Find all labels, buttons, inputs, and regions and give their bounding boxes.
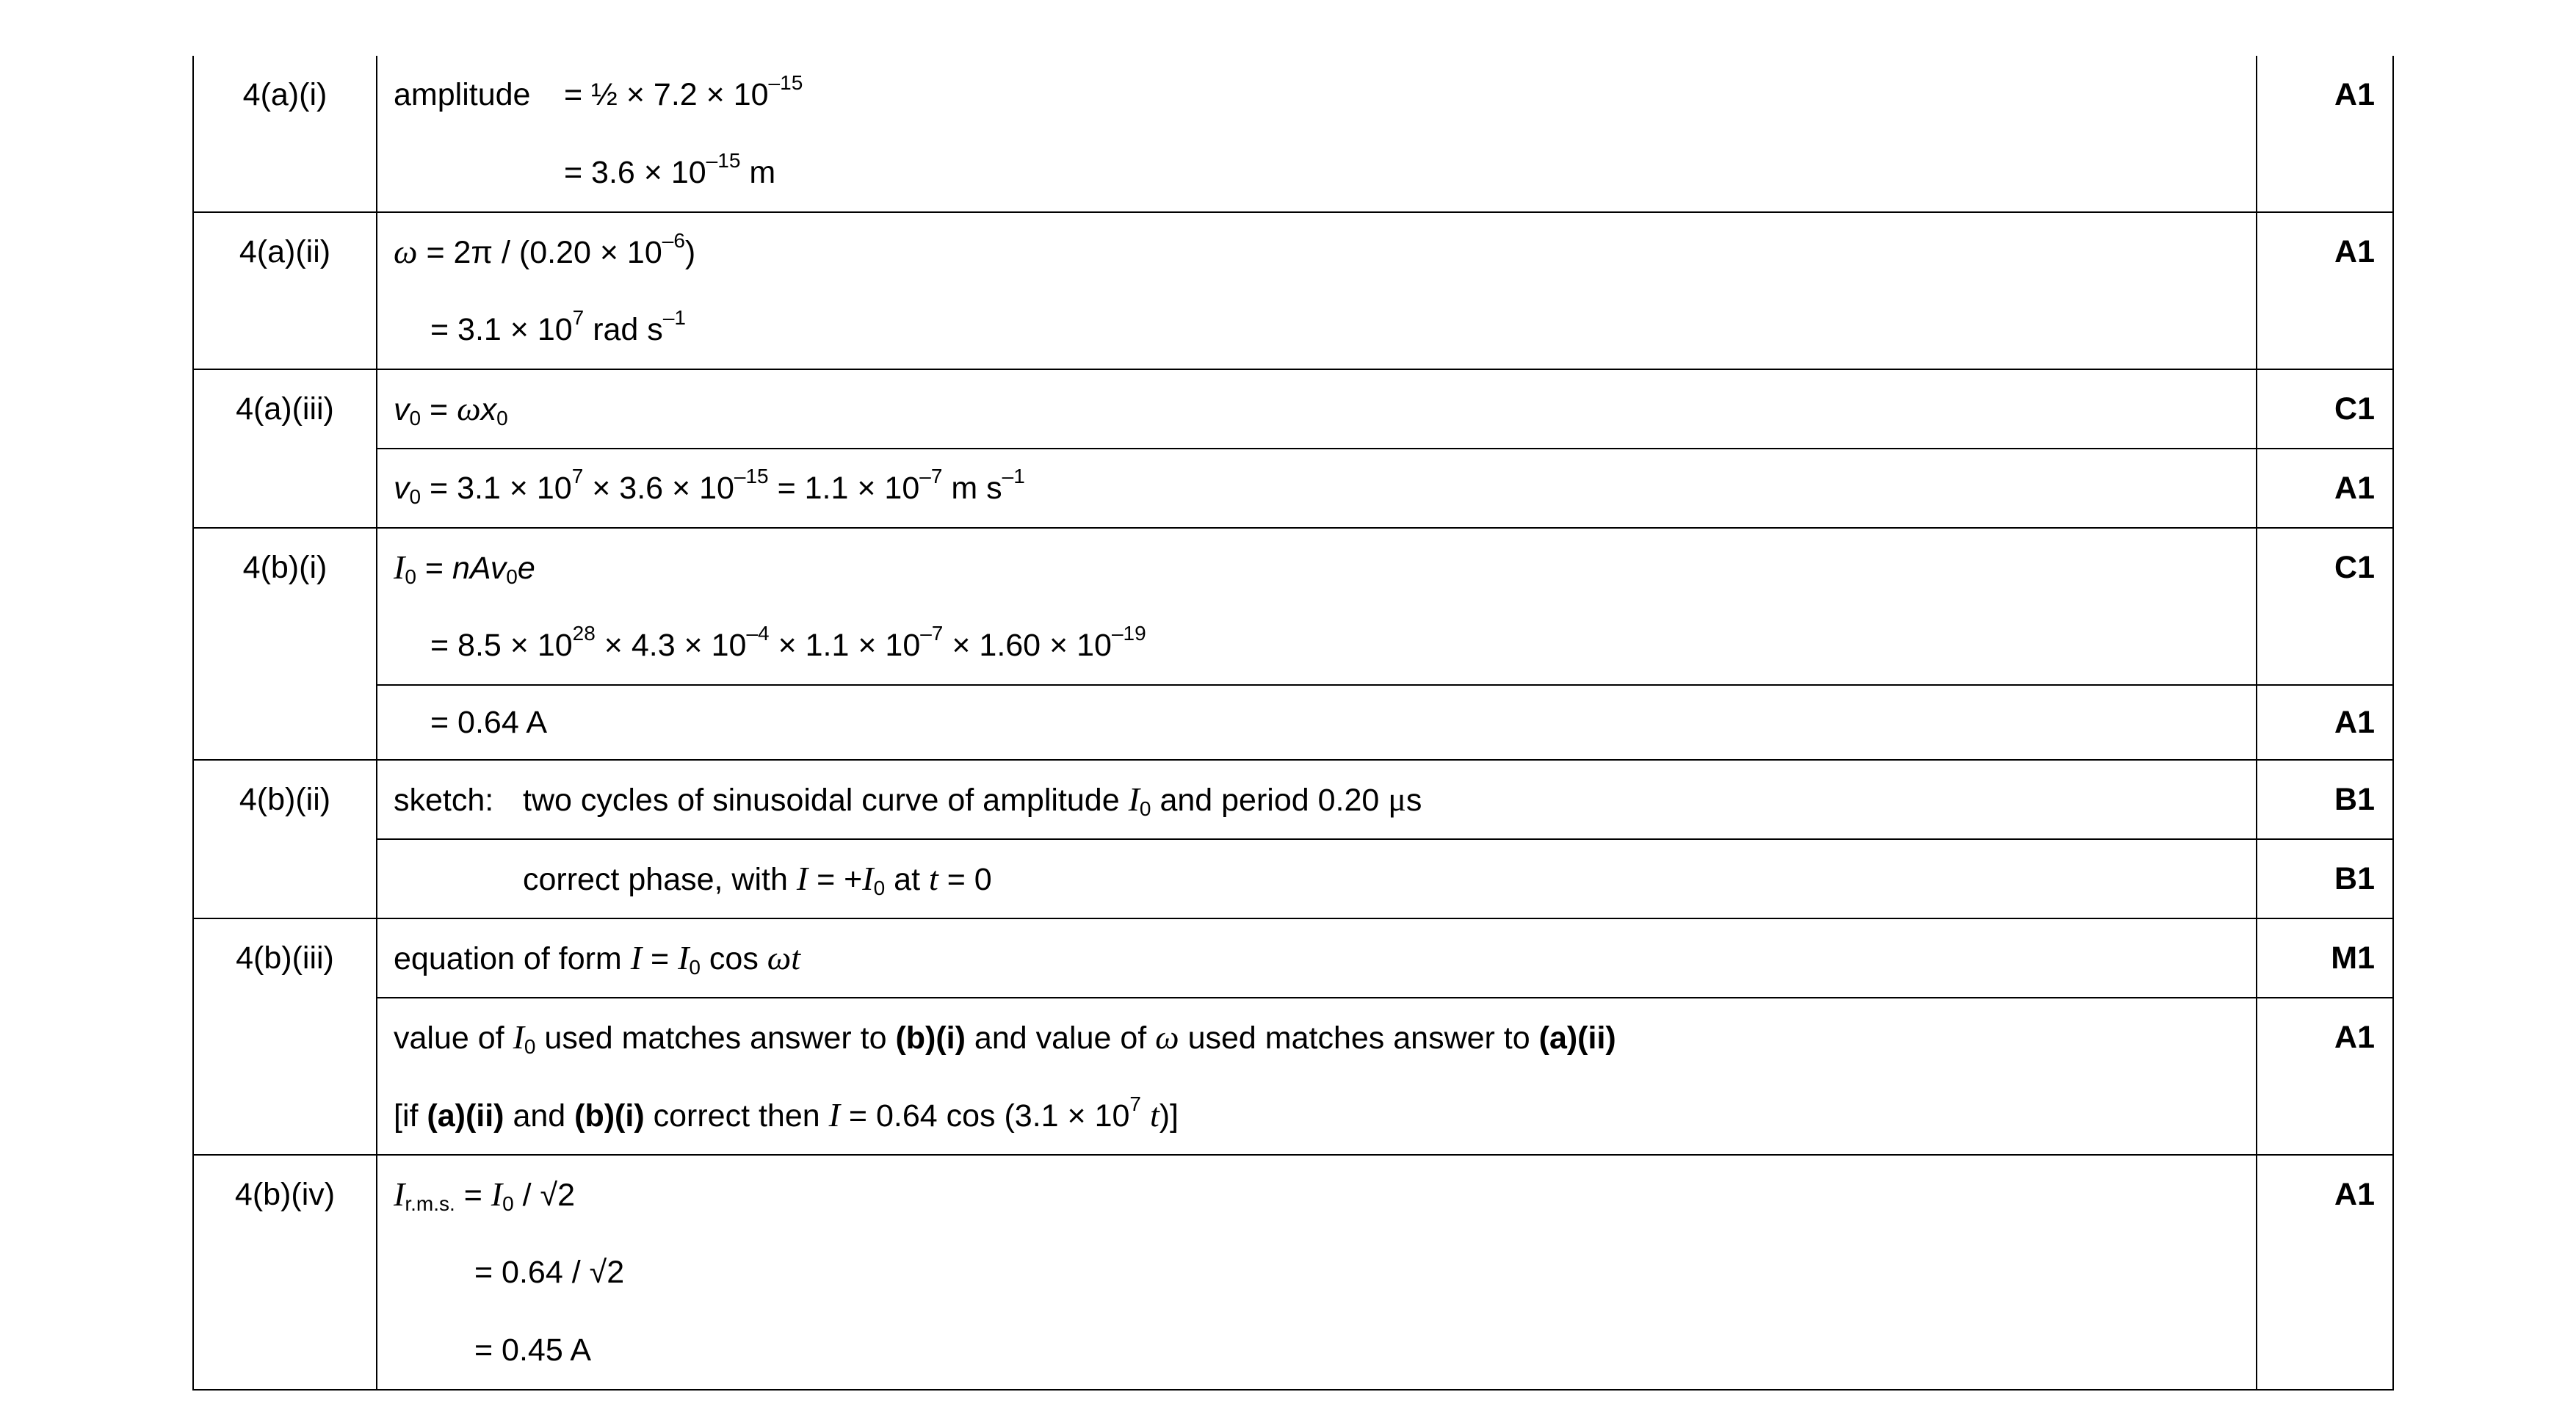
- question-number: 4(b)(i): [193, 528, 377, 760]
- answer-cell: $\omega = 2\pi / (0.20 \times 10^{-6})$ = $3.1 \times 10^7$ rad $s^{-1}$: [377, 212, 2257, 369]
- table-row: [193, 449, 2393, 528]
- answer-cell: correct phase, with $I = +I_0$ at t = 0: [377, 839, 2257, 918]
- question-number: 4(a)(iii): [193, 369, 377, 528]
- question-number: 4(b)(iv): [193, 1155, 377, 1390]
- table-row: [193, 528, 2393, 685]
- table-row: [193, 918, 2393, 998]
- mark-cell: A1: [2257, 685, 2393, 760]
- answer-cell: value of $I_0$ used matches answer to (b)(i) and value of ω used matches answer to (a)(ii) [if (a)(ii) and (b)(i) correct then I = 0.64 $\cos (3.1 \times 10^7$ t)]: [377, 998, 2257, 1155]
- mark-scheme-table: [192, 56, 2394, 1391]
- answer-cell: equation of form $I = I_0$ cos ωt: [377, 918, 2257, 998]
- mark-cell: B1: [2257, 760, 2393, 839]
- answer-cell: $I_0 = nAv_0e$ = $8.5 \times 10^{28} \times 4.3 \times 10^{-4} \times 1.1 \times 10^{-7} \times 1.60 \times 10^{-19}$: [377, 528, 2257, 685]
- mark-cell: A1: [2257, 212, 2393, 369]
- table-row: [193, 56, 2393, 212]
- answer-cell: $v_0 = \omega x_0$: [377, 369, 2257, 449]
- mark-cell: A1: [2257, 1155, 2393, 1390]
- mark-cell: C1: [2257, 369, 2393, 449]
- answer-cell: = 0.64 A: [377, 685, 2257, 760]
- table-row: [193, 1155, 2393, 1390]
- table-row: [193, 998, 2393, 1155]
- mark-cell: C1: [2257, 528, 2393, 685]
- table-row: [193, 839, 2393, 918]
- answer-cell: sketch: two cycles of sinusoidal curve of amplitude $I_0$ and period 0.20 μs: [377, 760, 2257, 839]
- mark-cell: A1: [2257, 56, 2393, 212]
- question-number: 4(b)(ii): [193, 760, 377, 918]
- question-number: 4(b)(iii): [193, 918, 377, 1155]
- table-row: [193, 760, 2393, 839]
- answer-cell: $v_0 = 3.1 \times 10^7 \times 3.6 \times 10^{-15} = 1.1 \times 10^{-7}$ m $s^{-1}$: [377, 449, 2257, 528]
- mark-cell: B1: [2257, 839, 2393, 918]
- answer-cell: $I_{r.m.s.} = I_0 / √2$ = 0.64 / √2 = 0.45 A: [377, 1155, 2257, 1390]
- question-number: 4(a)(i): [193, 56, 377, 212]
- mark-cell: A1: [2257, 998, 2393, 1155]
- table-row: [193, 212, 2393, 369]
- answer-cell: amplitude = ½ × $7.2 \times 10^{-15}$ = $3.6 \times 10^{-15}$ m: [377, 56, 2257, 212]
- mark-cell: M1: [2257, 918, 2393, 998]
- question-number: 4(a)(ii): [193, 212, 377, 369]
- mark-cell: A1: [2257, 449, 2393, 528]
- table-row: [193, 369, 2393, 449]
- table-row: [193, 685, 2393, 760]
